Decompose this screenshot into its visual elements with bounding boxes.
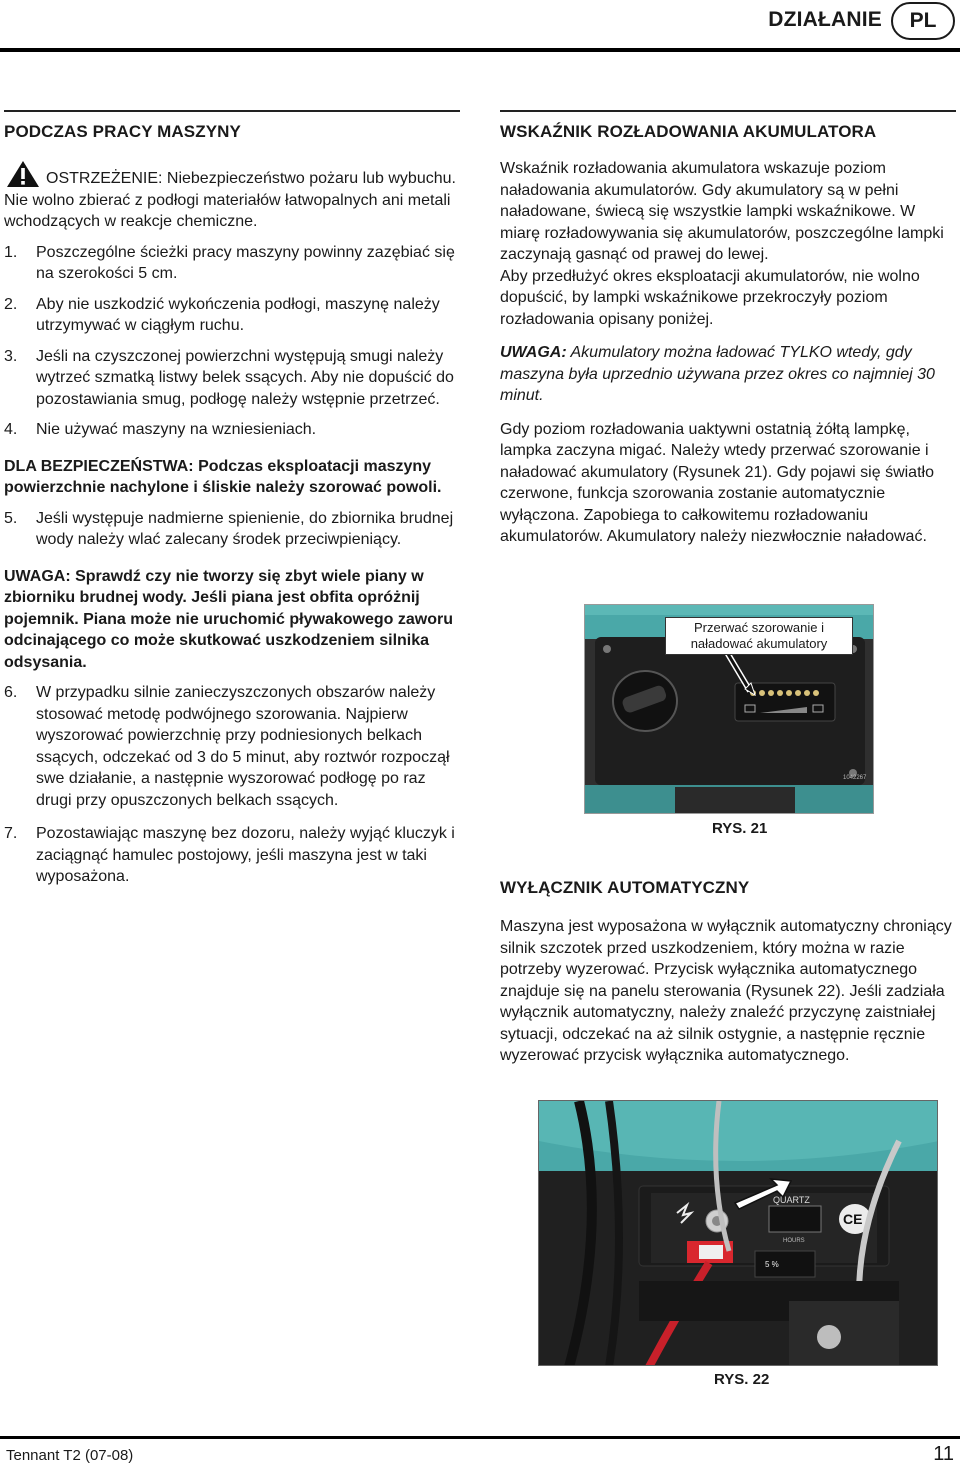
battery-note: UWAGA: Akumulatory można ładować TYLKO wtedy, gdy maszyna była uprzednio używana przez okres co najmniej 30 minut. [500,344,935,404]
figure-22-circuit-breaker [538,1100,938,1366]
figure-21-caption: RYS. 21 [712,820,768,837]
hour-meter-label: QUARTZ [773,1195,810,1205]
left-column [4,110,460,888]
steps-list-b [4,508,460,551]
warning-lead: OSTRZEŻENIE: Niebezpieczeństwo pożaru lub [46,170,384,187]
section-title-operation: PODCZAS PRACY MASZYNY [4,122,241,141]
right-column [500,110,956,548]
header-divider [0,48,960,52]
page-section-title: DZIAŁANIE [768,8,882,31]
right-column-rule [500,110,956,112]
list-item: 1. Poszczególne ścieżki pracy maszyny powinny zazębiać się na szerokości 5 cm. [4,243,455,282]
warning-note [4,160,460,233]
figure-21-callout: Przerwać szorowanie i naładować akumulatory [665,617,853,655]
percent-label: 5 % [765,1260,779,1269]
figure-21-battery-indicator [584,604,874,814]
battery-para-2: Aby przedłużyć okres eksploatacji akumulatorów, nie wolno dopuścić, by lampki wskaźnikowe przekroczyły poziom rozładowania opisany poniżej. [500,267,920,328]
battery-para-3: Gdy poziom rozładowania uaktywni ostatnią żółtą lampkę, lampka zaczyna migać. Należy wtedy przerwać szorowanie i naładować akumulatory (Rysunek 21). Gdy pojawi się światło czerwone, funkcja szorowania zostanie automatycznie wyłączona. Zapobiega to całkowitemu rozładowaniu akumulatorów. Akumulatory należy niezwłocznie naładować. [500,420,934,545]
warning-triangle-icon [6,160,40,188]
breaker-para: Maszyna jest wyposażona w wyłącznik automatyczny chroniący silnik szczotek przed uszkodzeniem, który można w razie potrzeby wyzerować. Przycisk wyłącznika automatycznego znajduje się na panelu sterowania (Rysunek 22). Jeśli zadziała wyłącznik automatyczny, należy znaleźć przyczynę zaistniałej sytuacji, odczekać na aż silnik ostygnie, a następnie ręcznie wyzerować przycisk wyłącznika automatycznego. [500,918,952,1064]
section-title-battery: WSKAŹNIK ROZŁADOWANIA AKUMULATORA [500,122,877,141]
battery-para-1: Wskaźnik rozładowania akumulatora wskazuje poziom naładowania akumulatorów. Gdy akumulatory są w pełni naładowane, świecą się wszystkie lampki wskaźnikowe. W miarę rozładowywania się akumulatorów, poszczególne lampki zaczynają gasnąć od prawej do lewej. [500,160,944,263]
steps-list-a [4,242,460,441]
right-column-lower [500,878,956,1067]
steps-list-c [4,682,460,888]
section-title-circuit-breaker: WYŁĄCZNIK AUTOMATYCZNY [500,878,750,897]
list-item: 6. W przypadku silnie zanieczyszczonych obszarów należy stosować metodę podwójnego szorowania. Najpierw wyszorować powierzchnię przy podniesionych belkach ssących, odczekać od 3 do 5 minut, aby roztwór rozpoczął swe działanie, a następnie wyszorować podłogę po raz drugi przy opuszczonych belkach ssących. [4,684,450,809]
foam-note: UWAGA: Sprawdź czy nie tworzy się zbyt wiele piany w zbiorniku brudnej wody. Jeśli piana jest obfita opróżnij pojemnik. Piana może nie uruchomić pływakowego zaworu odcinającego co może skutkować uszkodzeniem silnika odsysania. [4,567,453,671]
figure-21-id: 1042267 [843,775,867,781]
warning-rest: wybuchu. Nie wolno zbierać z podłogi materiałów łatwopalnych ani metali wchodzących w reakcje chemiczne. [4,170,456,230]
safety-note: DLA BEZPIECZEŃSTWA: Podczas eksploatacji maszyny powierzchnie nachylone i śliskie należy szorować powoli. [4,457,442,496]
circuit-breaker-photo [539,1101,938,1366]
hours-label: HOURS [783,1238,805,1244]
footer-divider [0,1436,960,1439]
figure-22-caption: RYS. 22 [714,1371,770,1388]
list-item: 5. Jeśli występuje nadmierne spienienie, do zbiornika brudnej wody należy wlać zalecany środek przeciwpieniący. [4,509,454,548]
list-item: 7. Pozostawiając maszynę bez dozoru, należy wyjąć kluczyk i zaciągnąć hamulec postojowy, jeśli maszyna jest w taki wyposażona. [4,825,455,885]
page-number: 11 [933,1443,954,1465]
language-badge: PL [891,2,955,40]
list-item: 4. Nie używać maszyny na wzniesieniach. [4,421,317,438]
list-item: 2. Aby nie uszkodzić wykończenia podłogi, maszynę należy utrzymywać w ciągłym ruchu. [4,295,440,334]
footer-manual-id: Tennant T2 (07-08) [6,1447,134,1464]
list-item: 3. Jeśli na czyszczonej powierzchni występują smugi należy wytrzeć szmatką listwy belek ssących. Aby nie dopuścić do pozostawiania smug, podłogę należy wstępnie przetrzeć. [4,347,454,408]
ce-mark-label: CE [843,1211,863,1227]
left-column-rule [4,110,460,112]
